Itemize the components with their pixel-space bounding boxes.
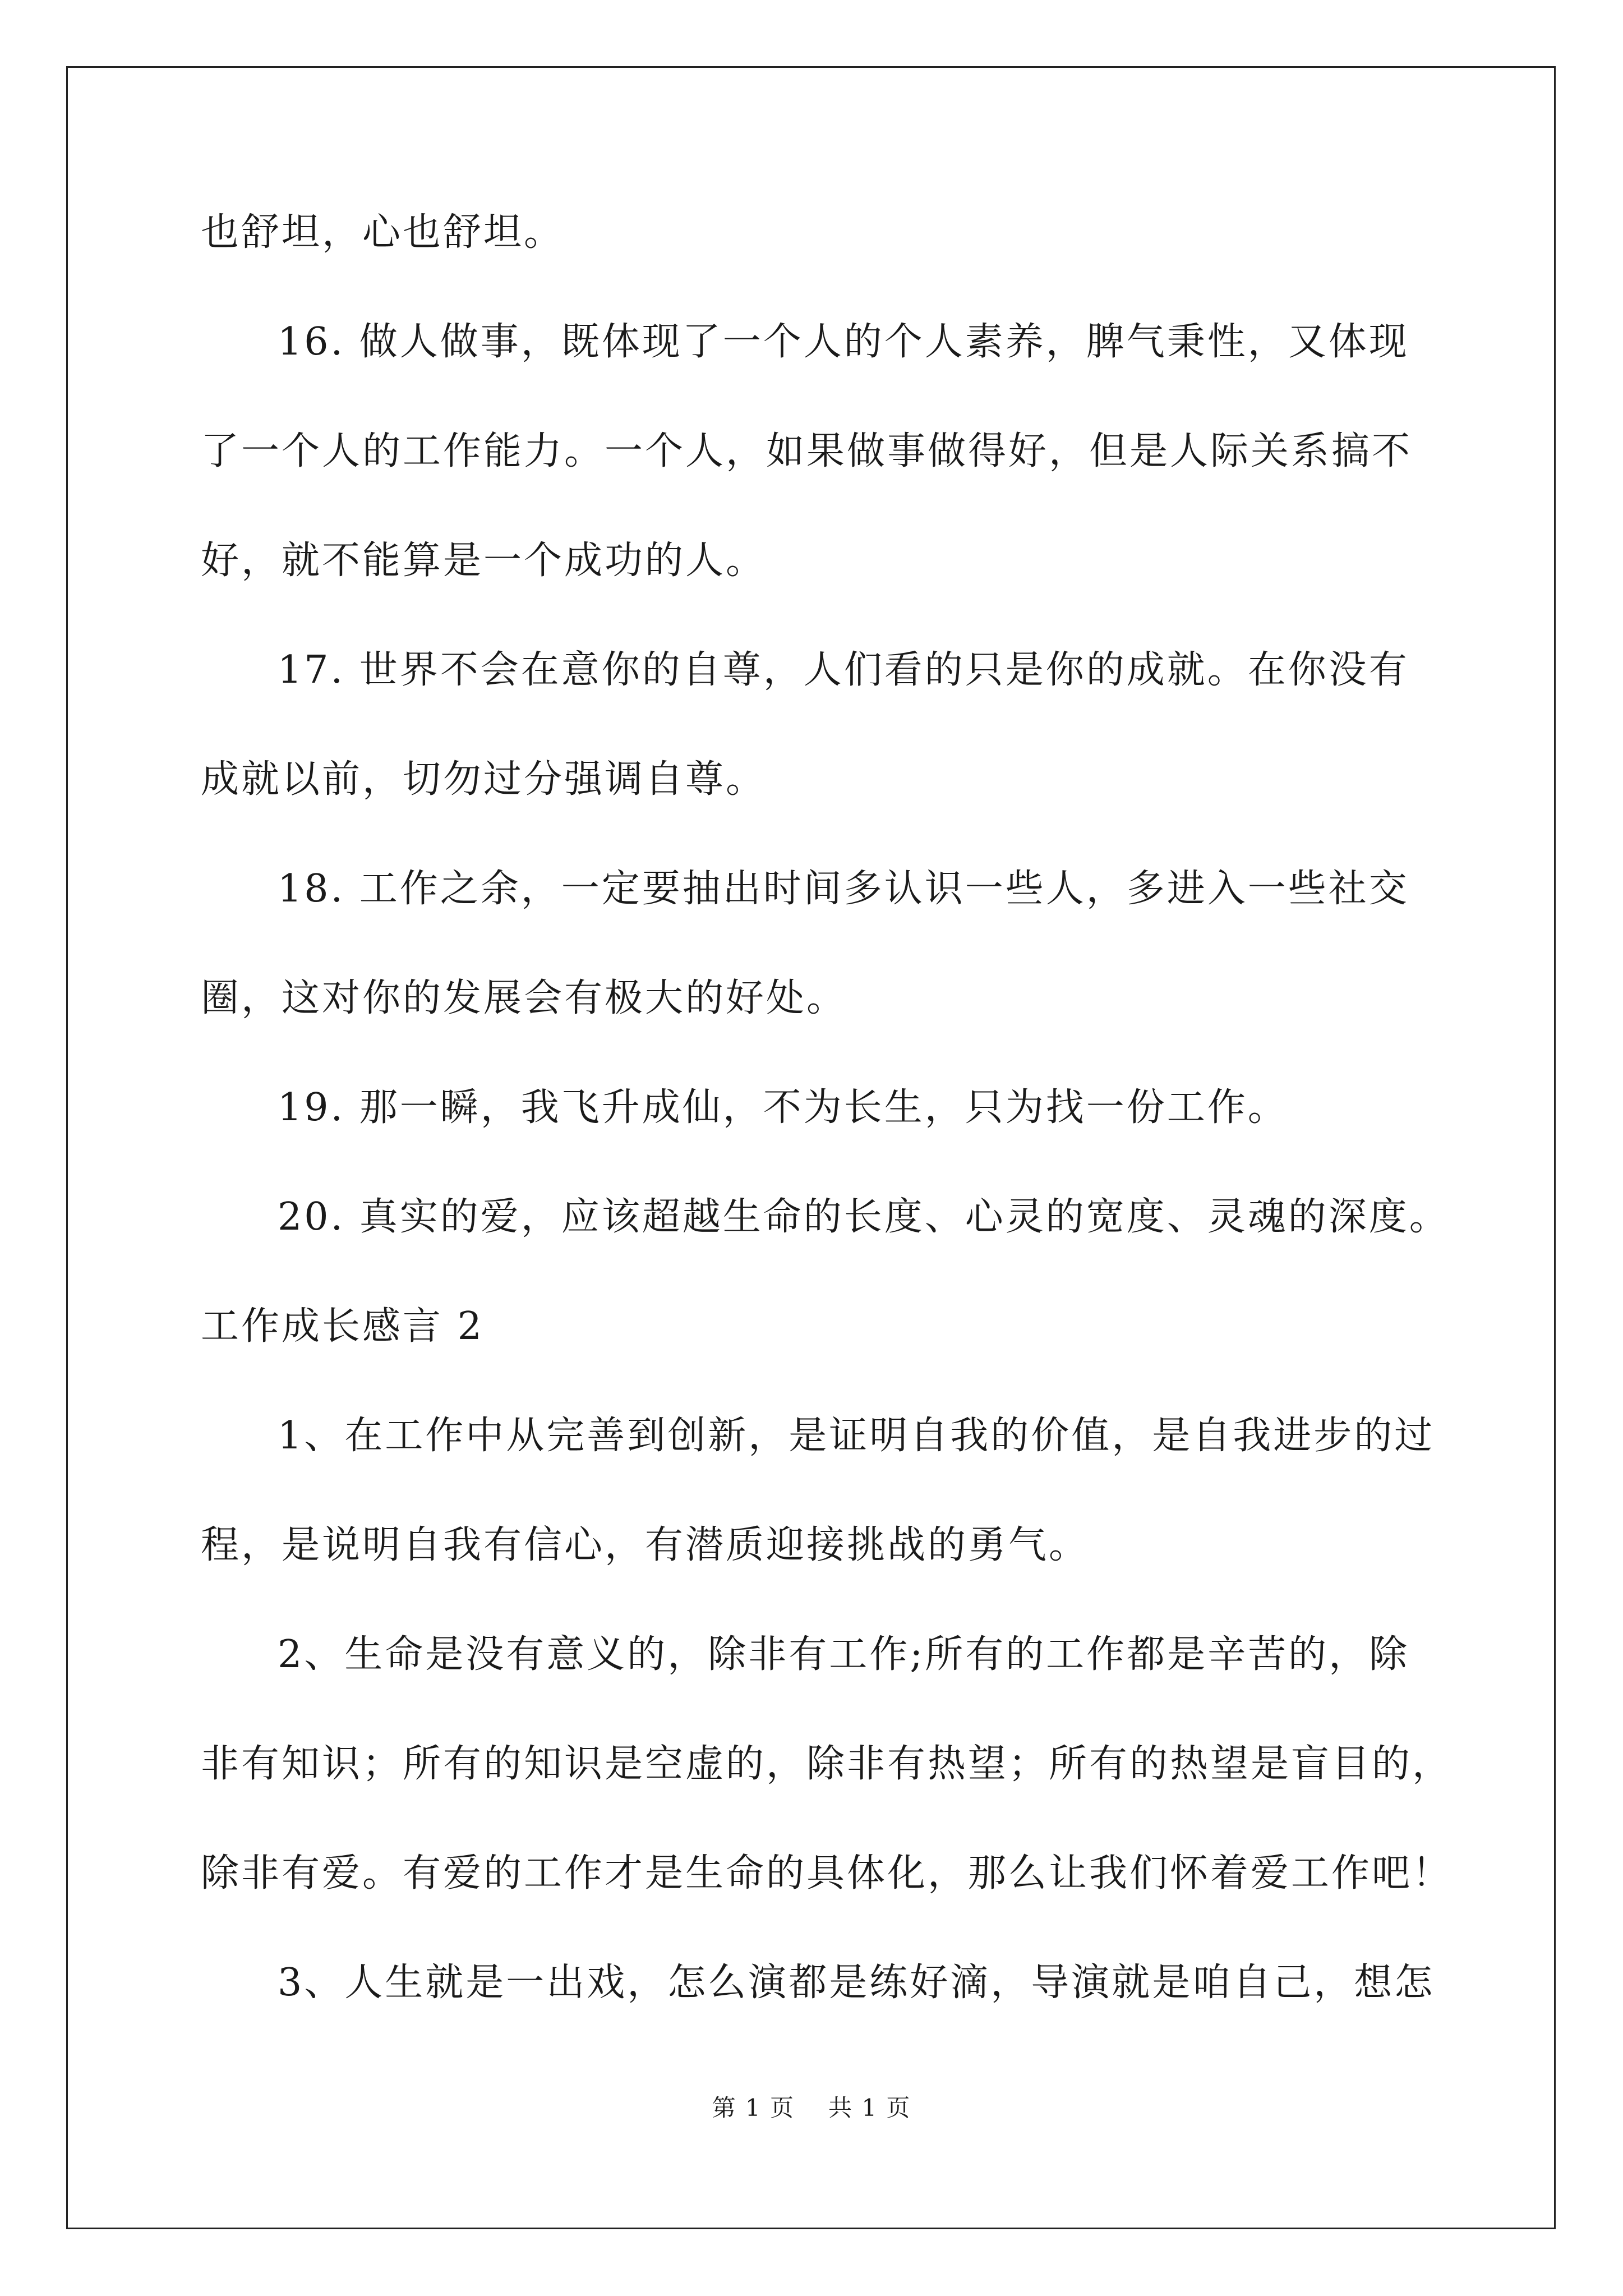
page-number-total: 共 1 页 (828, 2094, 911, 2122)
text-line: 除非有爱。有爱的工作才是生命的具体化，那么让我们怀着爱工作吧！ (201, 1851, 1453, 1895)
page-footer (0, 2091, 1623, 2125)
text-line: 16. 做人做事，既体现了一个人的个人素养，脾气秉性，又体现 (278, 320, 1409, 364)
section-heading: 工作成长感言 2 (201, 1304, 484, 1349)
text-line: 了一个人的工作能力。一个人，如果做事做得好，但是人际关系搞不 (201, 429, 1413, 473)
text-line: 程，是说明自我有信心，有潜质迎接挑战的勇气。 (201, 1523, 1090, 1567)
text-line: 17. 世界不会在意你的自尊，人们看的只是你的成就。在你没有 (278, 648, 1409, 692)
page-border (66, 66, 1556, 2229)
text-line: 2、生命是没有意义的，除非有工作;所有的工作都是辛苦的，除 (278, 1632, 1410, 1677)
page-number-current: 第 1 页 (712, 2094, 795, 2122)
text-line: 19. 那一瞬，我飞升成仙，不为长生，只为找一份工作。 (278, 1085, 1288, 1130)
text-line: 圈，这对你的发展会有极大的好处。 (201, 976, 847, 1020)
text-line: 3、人生就是一出戏，怎么演都是练好滴，导演就是咱自己，想怎 (278, 1961, 1435, 2005)
text-line: 1、在工作中从完善到创新，是证明自我的价值，是自我进步的过 (278, 1414, 1435, 1458)
text-line: 成就以前，切勿过分强调自尊。 (201, 757, 767, 802)
text-line: 18. 工作之余，一定要抽出时间多认识一些人，多进入一些社交 (278, 867, 1409, 911)
text-line: 好，就不能算是一个成功的人。 (201, 539, 767, 583)
text-line: 非有知识；所有的知识是空虚的，除非有热望；所有的热望是盲目的， (201, 1742, 1453, 1786)
text-line: 也舒坦，心也舒坦。 (201, 210, 565, 255)
text-line: 20. 真实的爱，应该超越生命的长度、心灵的宽度、灵魂的深度。 (278, 1195, 1450, 1239)
